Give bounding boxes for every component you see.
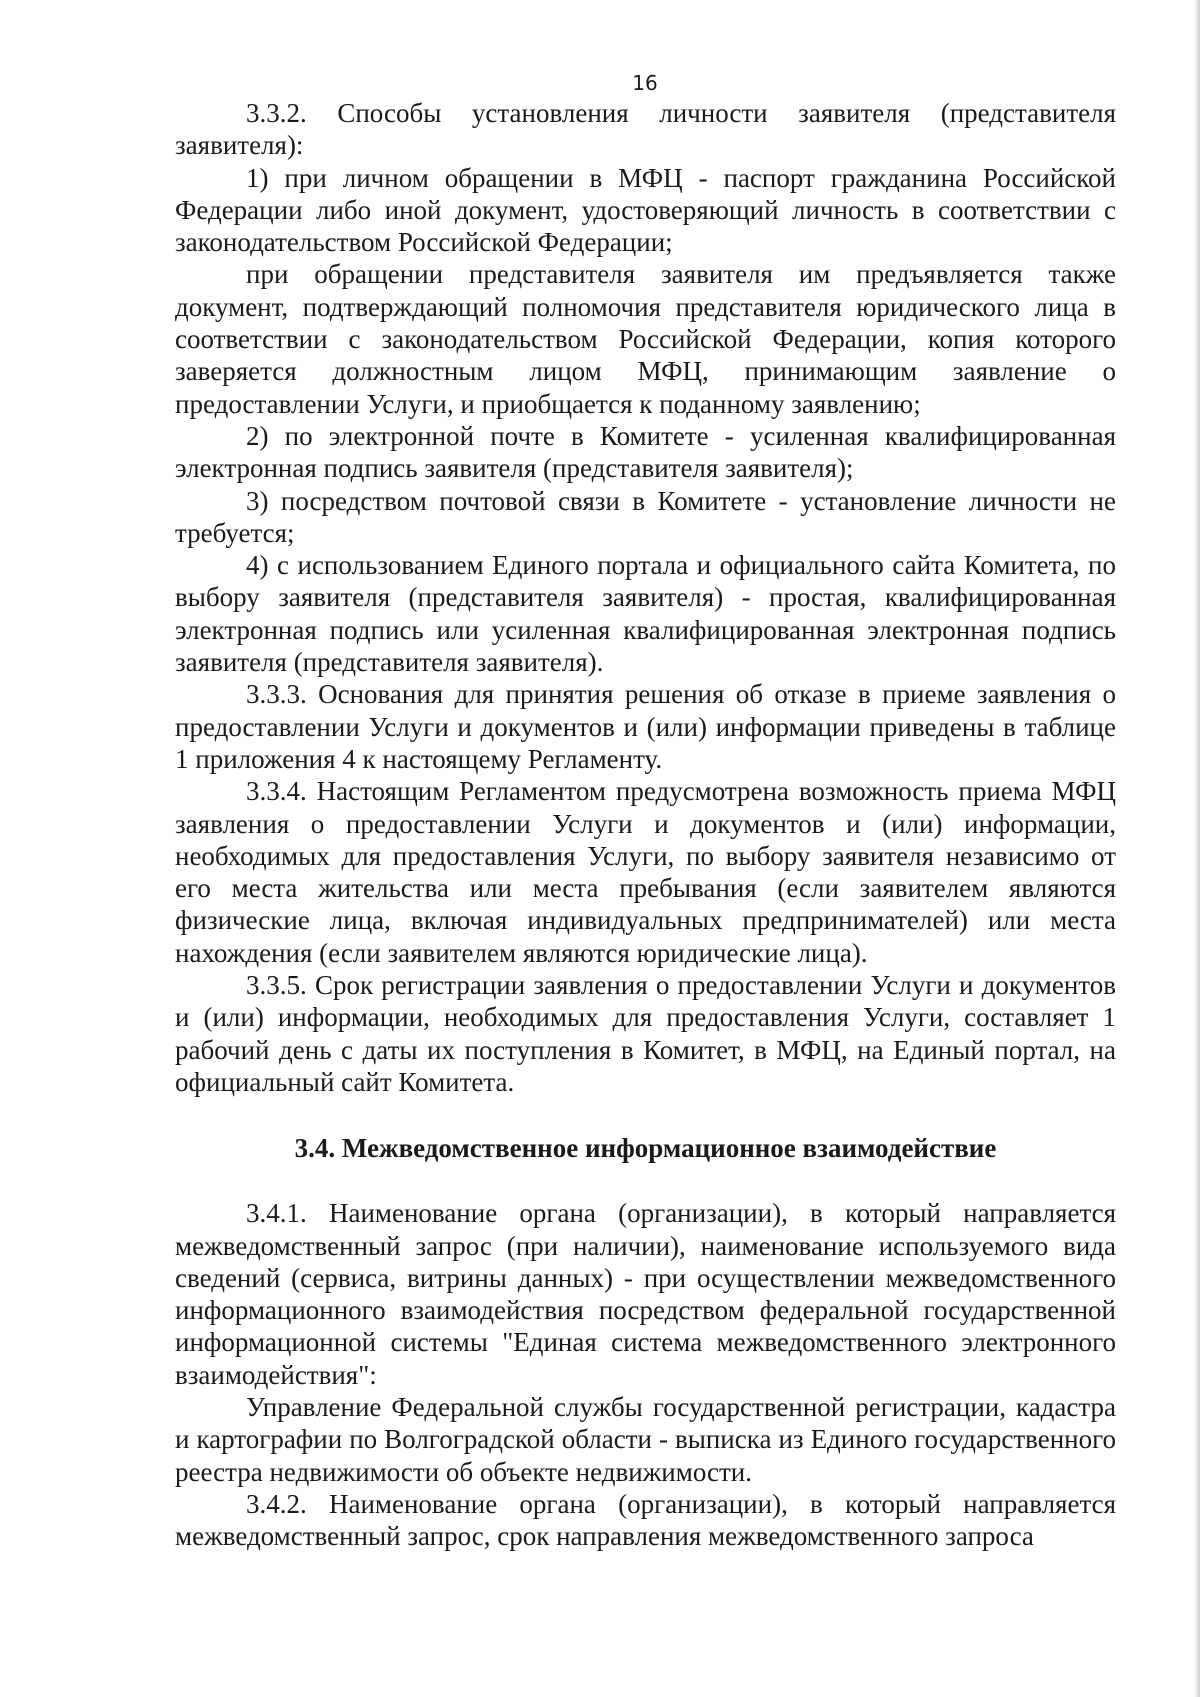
paragraph-item-4: 4) с использованием Единого портала и официального сайта Комитета, по выбору заявителя (представителя заявителя) - простая, квалифицированная электронная подпись или усиленная квалифицированная электронная подпись заявителя (представителя заявителя). xyxy=(175,550,1116,678)
page-edge-shadow xyxy=(1194,0,1200,1697)
paragraph-rosreestr: Управление Федеральной службы государственной регистрации, кадастра и картографии по Волгоградской области - выписка из Единого государственного реестра недвижимости об объекте недвижимости. xyxy=(175,1391,1116,1487)
paragraph-3-3-4: 3.3.4. Настоящим Регламентом предусмотрена возможность приема МФЦ заявления о предоставлении Услуги и документов и (или) информации, необходимых для предоставления Услуги, по выбору заявителя независимо от его места жительства или места пребывания (если заявителем являются физические лица, включая индивидуальных предпринимателей) или места нахождения (если заявителем являются юридические лица). xyxy=(175,776,1116,968)
paragraph-item-1: 1) при личном обращении в МФЦ - паспорт гражданина Российской Федерации либо иной документ, удостоверяющий личность в соответствии с законодательством Российской Федерации; xyxy=(175,162,1116,258)
page-number: 16 xyxy=(632,71,658,95)
paragraph-representative: при обращении представителя заявителя им предъявляется также документ, подтверждающий полномочия представителя юридического лица в соответствии с законодательством Российской Федерации, копия которого заверяется должностным лицом МФЦ, принимающим заявление о предоставлении Услуги, и приобщается к поданному заявлению; xyxy=(175,259,1116,419)
paragraph-3-4-2: 3.4.2. Наименование органа (организации), в который направляется межведомственный запрос, срок направления межведомственного запроса xyxy=(175,1488,1116,1552)
section-heading-3-4: 3.4. Межведомственное информационное взаимодействие xyxy=(294,1133,997,1164)
paragraph-3-3-3: 3.3.3. Основания для принятия решения об отказе в приеме заявления о предоставлении Услуги и документов и (или) информации приведены в таблице 1 приложения 4 к настоящему Регламенту. xyxy=(175,679,1116,774)
paragraph-item-2: 2) по электронной почте в Комитете - усиленная квалифицированная электронная подпись заявителя (представителя заявителя); xyxy=(175,420,1116,484)
paragraph-item-3: 3) посредством почтовой связи в Комитете - установление личности не требуется; xyxy=(175,485,1116,548)
document-body xyxy=(175,97,1116,1552)
paragraph-3-3-5: 3.3.5. Срок регистрации заявления о предоставлении Услуги и документов и (или) информации, необходимых для предоставления Услуги, составляет 1 рабочий день с даты их поступления в Комитет, в МФЦ, на Единый портал, на официальный сайт Комитета. xyxy=(175,970,1116,1097)
paragraph-3-3-2: 3.3.2. Способы установления личности заявителя (представителя заявителя): xyxy=(175,98,1116,161)
paragraph-3-4-1: 3.4.1. Наименование органа (организации), в который направляется межведомственный запрос (при наличии), наименование используемого вида сведений (сервиса, витрины данных) - при осуществлении межведомственного информационного взаимодействия посредством федеральной государственной информационной системы "Единая система межведомственного электронного взаимодействия": xyxy=(175,1198,1116,1390)
